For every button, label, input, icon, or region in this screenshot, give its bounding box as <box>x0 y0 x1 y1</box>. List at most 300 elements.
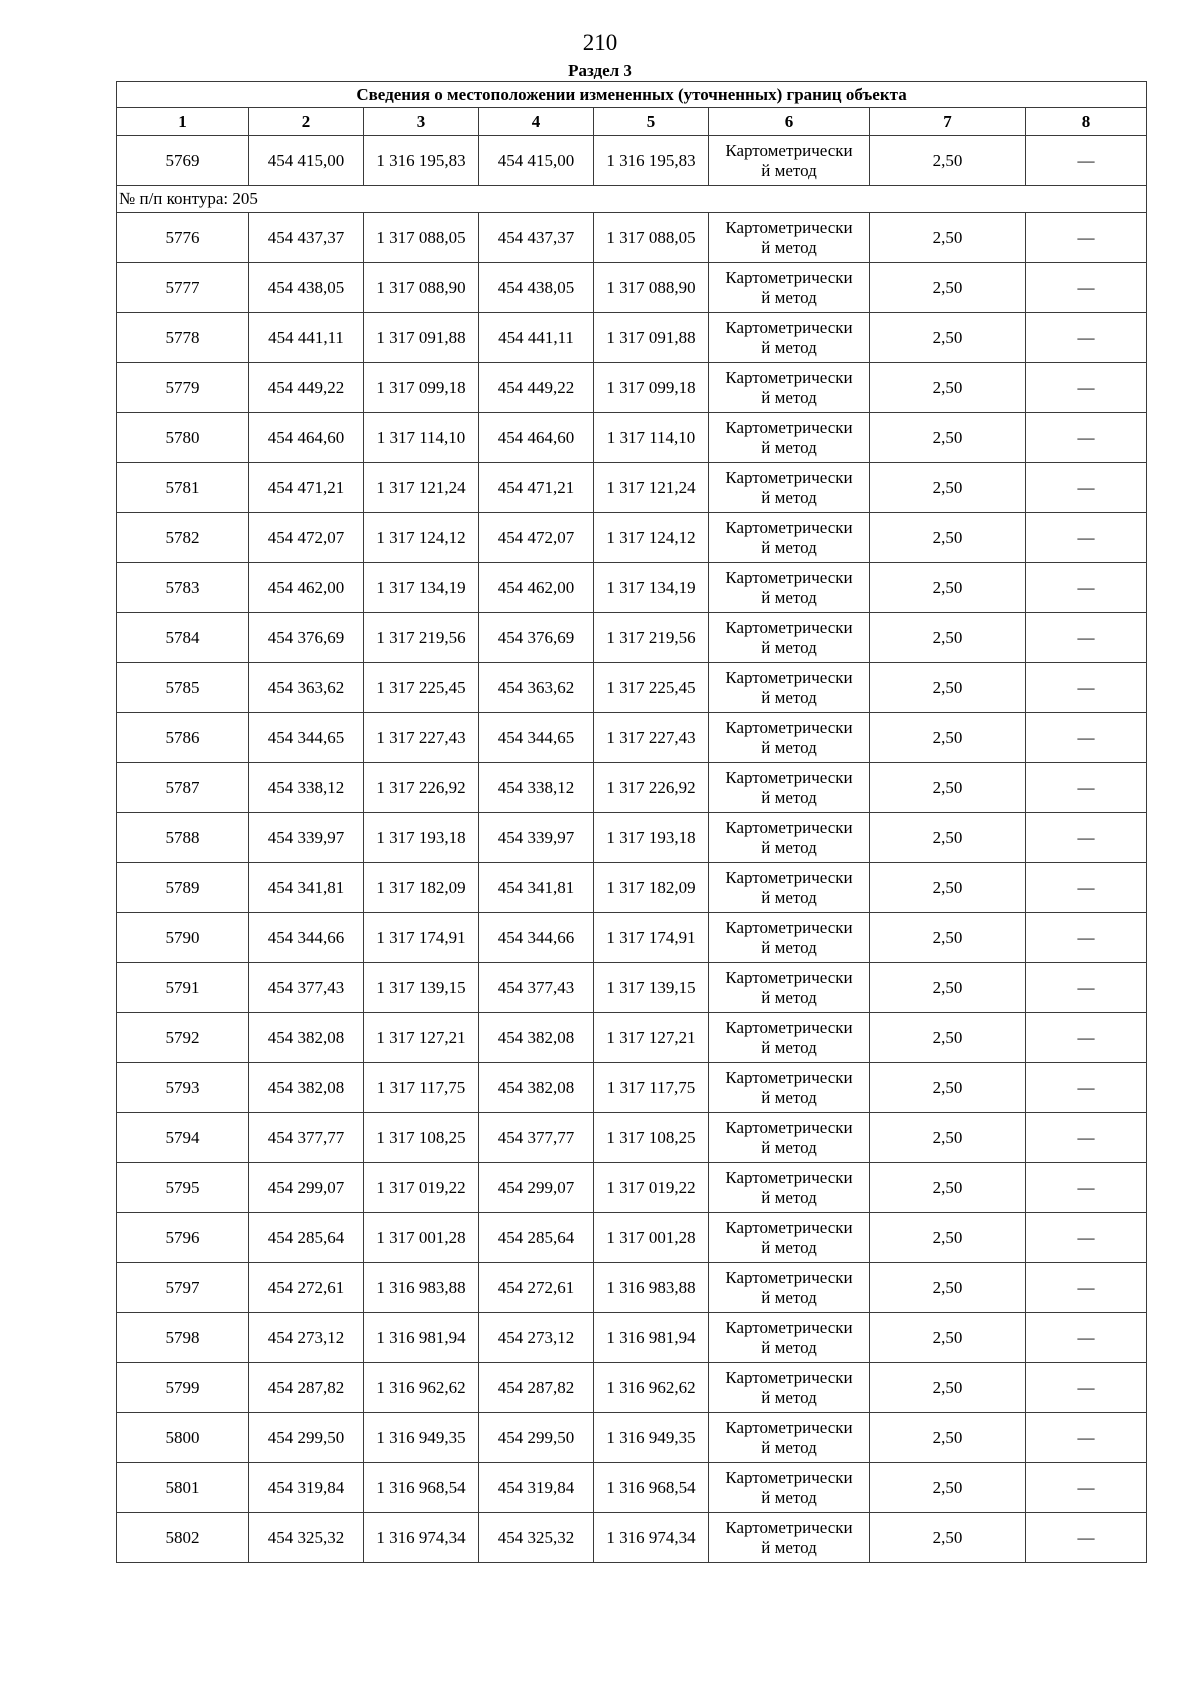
refined-y-cell: 1 317 174,91 <box>594 913 709 963</box>
refined-x-cell: 454 472,07 <box>479 513 594 563</box>
existing-x-cell: 454 272,61 <box>249 1263 364 1313</box>
existing-x-cell: 454 377,43 <box>249 963 364 1013</box>
method-text-line: Картометрически <box>725 867 853 887</box>
table-row <box>117 513 1147 563</box>
method-text-line: Картометрически <box>725 1167 853 1187</box>
column-8-cell: — <box>1026 263 1147 313</box>
method-text-line: й метод <box>761 337 817 357</box>
method-cell <box>709 1363 870 1413</box>
table-row <box>117 1513 1147 1563</box>
refined-y-cell: 1 317 091,88 <box>594 313 709 363</box>
existing-y-cell: 1 317 001,28 <box>364 1213 479 1263</box>
accuracy-cell: 2,50 <box>870 663 1026 713</box>
method-text-line: й метод <box>761 1487 817 1507</box>
table-row <box>117 913 1147 963</box>
table-row <box>117 763 1147 813</box>
column-8-cell: — <box>1026 213 1147 263</box>
existing-x-cell: 454 344,66 <box>249 913 364 963</box>
table-row <box>117 1213 1147 1263</box>
method-text-line: й метод <box>761 837 817 857</box>
point-number-cell: 5779 <box>117 363 249 413</box>
existing-y-cell: 1 317 108,25 <box>364 1113 479 1163</box>
method-text-line: Картометрически <box>725 1267 853 1287</box>
refined-y-cell: 1 317 088,05 <box>594 213 709 263</box>
method-text-line: й метод <box>761 937 817 957</box>
column-8-cell: — <box>1026 136 1147 186</box>
point-number-cell: 5789 <box>117 863 249 913</box>
existing-x-cell: 454 464,60 <box>249 413 364 463</box>
method-text-line: й метод <box>761 737 817 757</box>
method-text-line: Картометрически <box>725 567 853 587</box>
accuracy-cell: 2,50 <box>870 413 1026 463</box>
refined-y-cell: 1 317 114,10 <box>594 413 709 463</box>
accuracy-cell: 2,50 <box>870 1163 1026 1213</box>
contour-label: № п/п контура: 205 <box>117 186 1147 213</box>
table-row <box>117 313 1147 363</box>
existing-y-cell: 1 317 226,92 <box>364 763 479 813</box>
point-number-cell: 5798 <box>117 1313 249 1363</box>
accuracy-cell: 2,50 <box>870 1063 1026 1113</box>
column-8-cell: — <box>1026 813 1147 863</box>
accuracy-cell: 2,50 <box>870 263 1026 313</box>
refined-x-cell: 454 299,50 <box>479 1413 594 1463</box>
method-cell <box>709 513 870 563</box>
point-number-cell: 5793 <box>117 1063 249 1113</box>
existing-x-cell: 454 338,12 <box>249 763 364 813</box>
column-8-cell: — <box>1026 1013 1147 1063</box>
table-row <box>117 1363 1147 1413</box>
point-number-cell: 5778 <box>117 313 249 363</box>
accuracy-cell: 2,50 <box>870 1513 1026 1563</box>
method-text-line: й метод <box>761 387 817 407</box>
table-row <box>117 213 1147 263</box>
refined-y-cell: 1 316 968,54 <box>594 1463 709 1513</box>
accuracy-cell: 2,50 <box>870 813 1026 863</box>
refined-x-cell: 454 299,07 <box>479 1163 594 1213</box>
column-8-cell: — <box>1026 463 1147 513</box>
existing-y-cell: 1 316 974,34 <box>364 1513 479 1563</box>
refined-y-cell: 1 317 127,21 <box>594 1013 709 1063</box>
table-row <box>117 1163 1147 1213</box>
table-row <box>117 713 1147 763</box>
method-cell <box>709 563 870 613</box>
refined-x-cell: 454 344,65 <box>479 713 594 763</box>
method-text-line: Картометрически <box>725 917 853 937</box>
existing-x-cell: 454 376,69 <box>249 613 364 663</box>
existing-x-cell: 454 285,64 <box>249 1213 364 1263</box>
refined-x-cell: 454 382,08 <box>479 1063 594 1113</box>
point-number-cell: 5782 <box>117 513 249 563</box>
table-row <box>117 613 1147 663</box>
point-number-cell: 5799 <box>117 1363 249 1413</box>
point-number-cell: 5785 <box>117 663 249 713</box>
table-row <box>117 1413 1147 1463</box>
method-cell <box>709 363 870 413</box>
method-cell <box>709 663 870 713</box>
accuracy-cell: 2,50 <box>870 513 1026 563</box>
method-text-line: й метод <box>761 287 817 307</box>
refined-x-cell: 454 464,60 <box>479 413 594 463</box>
refined-y-cell: 1 317 182,09 <box>594 863 709 913</box>
table-row <box>117 413 1147 463</box>
existing-x-cell: 454 377,77 <box>249 1113 364 1163</box>
method-text-line: Картометрически <box>725 967 853 987</box>
accuracy-cell: 2,50 <box>870 563 1026 613</box>
column-8-cell: — <box>1026 413 1147 463</box>
point-number-cell: 5794 <box>117 1113 249 1163</box>
method-cell <box>709 913 870 963</box>
method-cell <box>709 1013 870 1063</box>
existing-y-cell: 1 317 227,43 <box>364 713 479 763</box>
refined-x-cell: 454 341,81 <box>479 863 594 913</box>
point-number-cell: 5788 <box>117 813 249 863</box>
method-text-line: й метод <box>761 1287 817 1307</box>
method-text-line: Картометрически <box>725 140 853 160</box>
column-number-header: 4 <box>479 108 594 136</box>
table-row <box>117 1063 1147 1113</box>
method-text-line: Картометрически <box>725 1017 853 1037</box>
refined-x-cell: 454 377,77 <box>479 1113 594 1163</box>
point-number-cell: 5796 <box>117 1213 249 1263</box>
method-cell <box>709 963 870 1013</box>
existing-x-cell: 454 472,07 <box>249 513 364 563</box>
existing-y-cell: 1 317 225,45 <box>364 663 479 713</box>
existing-x-cell: 454 441,11 <box>249 313 364 363</box>
method-text-line: Картометрически <box>725 1367 853 1387</box>
table-caption-row <box>117 82 1147 108</box>
existing-y-cell: 1 317 117,75 <box>364 1063 479 1113</box>
method-text-line: Картометрически <box>725 517 853 537</box>
accuracy-cell: 2,50 <box>870 1463 1026 1513</box>
method-text-line: Картометрически <box>725 267 853 287</box>
method-text-line: й метод <box>761 1037 817 1057</box>
method-text-line: Картометрически <box>725 1517 853 1537</box>
existing-x-cell: 454 363,62 <box>249 663 364 713</box>
method-text-line: й метод <box>761 887 817 907</box>
existing-y-cell: 1 316 962,62 <box>364 1363 479 1413</box>
existing-y-cell: 1 316 195,83 <box>364 136 479 186</box>
existing-x-cell: 454 462,00 <box>249 563 364 613</box>
point-number-cell: 5769 <box>117 136 249 186</box>
method-cell <box>709 1313 870 1363</box>
method-cell <box>709 413 870 463</box>
method-text-line: Картометрически <box>725 1317 853 1337</box>
table-row <box>117 1263 1147 1313</box>
method-cell <box>709 813 870 863</box>
accuracy-cell: 2,50 <box>870 1313 1026 1363</box>
refined-y-cell: 1 317 124,12 <box>594 513 709 563</box>
column-8-cell: — <box>1026 313 1147 363</box>
accuracy-cell: 2,50 <box>870 213 1026 263</box>
refined-x-cell: 454 338,12 <box>479 763 594 813</box>
existing-y-cell: 1 317 139,15 <box>364 963 479 1013</box>
refined-y-cell: 1 317 227,43 <box>594 713 709 763</box>
column-number-header: 1 <box>117 108 249 136</box>
existing-x-cell: 454 299,07 <box>249 1163 364 1213</box>
point-number-cell: 5802 <box>117 1513 249 1563</box>
method-cell <box>709 136 870 186</box>
method-text-line: й метод <box>761 487 817 507</box>
method-cell <box>709 713 870 763</box>
method-text-line: Картометрически <box>725 1067 853 1087</box>
point-number-cell: 5797 <box>117 1263 249 1313</box>
refined-y-cell: 1 316 195,83 <box>594 136 709 186</box>
point-number-cell: 5783 <box>117 563 249 613</box>
column-number-row <box>117 108 1147 136</box>
point-number-cell: 5790 <box>117 913 249 963</box>
column-number-header: 8 <box>1026 108 1147 136</box>
existing-x-cell: 454 341,81 <box>249 863 364 913</box>
column-8-cell: — <box>1026 863 1147 913</box>
method-text-line: й метод <box>761 1387 817 1407</box>
accuracy-cell: 2,50 <box>870 763 1026 813</box>
existing-x-cell: 454 471,21 <box>249 463 364 513</box>
method-cell <box>709 1463 870 1513</box>
method-cell <box>709 1163 870 1213</box>
table-row <box>117 863 1147 913</box>
existing-x-cell: 454 438,05 <box>249 263 364 313</box>
accuracy-cell: 2,50 <box>870 136 1026 186</box>
contour-separator-row <box>117 186 1147 213</box>
refined-x-cell: 454 344,66 <box>479 913 594 963</box>
section-title: Раздел 3 <box>568 61 632 80</box>
method-text-line: й метод <box>761 437 817 457</box>
method-text-line: Картометрически <box>725 767 853 787</box>
refined-y-cell: 1 316 983,88 <box>594 1263 709 1313</box>
existing-y-cell: 1 316 983,88 <box>364 1263 479 1313</box>
boundary-coordinates-table <box>116 81 1147 1563</box>
table-row <box>117 663 1147 713</box>
accuracy-cell: 2,50 <box>870 863 1026 913</box>
column-number-header: 2 <box>249 108 364 136</box>
accuracy-cell: 2,50 <box>870 713 1026 763</box>
existing-y-cell: 1 317 099,18 <box>364 363 479 413</box>
method-text-line: й метод <box>761 1437 817 1457</box>
point-number-cell: 5786 <box>117 713 249 763</box>
point-number-cell: 5787 <box>117 763 249 813</box>
table-row <box>117 463 1147 513</box>
existing-y-cell: 1 317 114,10 <box>364 413 479 463</box>
column-8-cell: — <box>1026 1113 1147 1163</box>
refined-x-cell: 454 339,97 <box>479 813 594 863</box>
method-text-line: й метод <box>761 160 817 180</box>
refined-x-cell: 454 363,62 <box>479 663 594 713</box>
method-text-line: Картометрически <box>725 467 853 487</box>
existing-y-cell: 1 317 193,18 <box>364 813 479 863</box>
method-text-line: Картометрически <box>725 417 853 437</box>
method-text-line: й метод <box>761 587 817 607</box>
column-8-cell: — <box>1026 1363 1147 1413</box>
existing-x-cell: 454 319,84 <box>249 1463 364 1513</box>
method-text-line: й метод <box>761 787 817 807</box>
method-cell <box>709 613 870 663</box>
column-8-cell: — <box>1026 963 1147 1013</box>
accuracy-cell: 2,50 <box>870 1363 1026 1413</box>
existing-y-cell: 1 317 219,56 <box>364 613 479 663</box>
method-cell <box>709 1263 870 1313</box>
method-text-line: й метод <box>761 687 817 707</box>
refined-x-cell: 454 449,22 <box>479 363 594 413</box>
table-row <box>117 813 1147 863</box>
column-8-cell: — <box>1026 1513 1147 1563</box>
point-number-cell: 5777 <box>117 263 249 313</box>
point-number-cell: 5801 <box>117 1463 249 1513</box>
refined-x-cell: 454 382,08 <box>479 1013 594 1063</box>
point-number-cell: 5784 <box>117 613 249 663</box>
table-row <box>117 1313 1147 1363</box>
column-number-header: 6 <box>709 108 870 136</box>
refined-x-cell: 454 376,69 <box>479 613 594 663</box>
column-8-cell: — <box>1026 1413 1147 1463</box>
accuracy-cell: 2,50 <box>870 613 1026 663</box>
method-text-line: Картометрически <box>725 317 853 337</box>
method-cell <box>709 863 870 913</box>
method-text-line: й метод <box>761 1237 817 1257</box>
existing-y-cell: 1 317 134,19 <box>364 563 479 613</box>
existing-x-cell: 454 339,97 <box>249 813 364 863</box>
column-number-header: 7 <box>870 108 1026 136</box>
method-text-line: й метод <box>761 637 817 657</box>
accuracy-cell: 2,50 <box>870 1013 1026 1063</box>
method-text-line: й метод <box>761 1337 817 1357</box>
refined-y-cell: 1 316 962,62 <box>594 1363 709 1413</box>
method-text-line: Картометрически <box>725 717 853 737</box>
method-text-line: й метод <box>761 1137 817 1157</box>
table-row <box>117 563 1147 613</box>
existing-x-cell: 454 437,37 <box>249 213 364 263</box>
method-text-line: й метод <box>761 1087 817 1107</box>
refined-y-cell: 1 317 225,45 <box>594 663 709 713</box>
accuracy-cell: 2,50 <box>870 1263 1026 1313</box>
table-body <box>117 82 1147 1563</box>
method-cell <box>709 1413 870 1463</box>
column-8-cell: — <box>1026 363 1147 413</box>
point-number-cell: 5776 <box>117 213 249 263</box>
table-row <box>117 136 1147 186</box>
existing-y-cell: 1 317 127,21 <box>364 1013 479 1063</box>
refined-y-cell: 1 317 139,15 <box>594 963 709 1013</box>
refined-y-cell: 1 317 099,18 <box>594 363 709 413</box>
method-text-line: Картометрически <box>725 617 853 637</box>
accuracy-cell: 2,50 <box>870 1113 1026 1163</box>
existing-y-cell: 1 317 088,05 <box>364 213 479 263</box>
column-8-cell: — <box>1026 1463 1147 1513</box>
existing-y-cell: 1 316 968,54 <box>364 1463 479 1513</box>
method-text-line: й метод <box>761 987 817 1007</box>
method-text-line: Картометрически <box>725 1467 853 1487</box>
accuracy-cell: 2,50 <box>870 313 1026 363</box>
column-8-cell: — <box>1026 1213 1147 1263</box>
existing-y-cell: 1 316 949,35 <box>364 1413 479 1463</box>
point-number-cell: 5795 <box>117 1163 249 1213</box>
method-cell <box>709 763 870 813</box>
refined-x-cell: 454 272,61 <box>479 1263 594 1313</box>
method-text-line: Картометрически <box>725 1217 853 1237</box>
point-number-cell: 5780 <box>117 413 249 463</box>
method-cell <box>709 213 870 263</box>
refined-x-cell: 454 287,82 <box>479 1363 594 1413</box>
existing-y-cell: 1 317 019,22 <box>364 1163 479 1213</box>
refined-y-cell: 1 317 219,56 <box>594 613 709 663</box>
table-row <box>117 363 1147 413</box>
refined-x-cell: 454 273,12 <box>479 1313 594 1363</box>
column-8-cell: — <box>1026 1263 1147 1313</box>
accuracy-cell: 2,50 <box>870 1213 1026 1263</box>
point-number-cell: 5800 <box>117 1413 249 1463</box>
column-8-cell: — <box>1026 513 1147 563</box>
existing-x-cell: 454 382,08 <box>249 1013 364 1063</box>
method-cell <box>709 313 870 363</box>
existing-x-cell: 454 344,65 <box>249 713 364 763</box>
refined-y-cell: 1 317 088,90 <box>594 263 709 313</box>
existing-x-cell: 454 449,22 <box>249 363 364 413</box>
refined-y-cell: 1 317 121,24 <box>594 463 709 513</box>
point-number-cell: 5791 <box>117 963 249 1013</box>
existing-y-cell: 1 317 088,90 <box>364 263 479 313</box>
point-number-cell: 5781 <box>117 463 249 513</box>
method-text-line: Картометрически <box>725 1117 853 1137</box>
method-cell <box>709 463 870 513</box>
refined-x-cell: 454 377,43 <box>479 963 594 1013</box>
existing-y-cell: 1 317 182,09 <box>364 863 479 913</box>
refined-x-cell: 454 319,84 <box>479 1463 594 1513</box>
refined-y-cell: 1 317 226,92 <box>594 763 709 813</box>
accuracy-cell: 2,50 <box>870 363 1026 413</box>
column-8-cell: — <box>1026 1063 1147 1113</box>
refined-y-cell: 1 317 193,18 <box>594 813 709 863</box>
column-8-cell: — <box>1026 1313 1147 1363</box>
existing-y-cell: 1 317 174,91 <box>364 913 479 963</box>
refined-y-cell: 1 316 981,94 <box>594 1313 709 1363</box>
column-8-cell: — <box>1026 1163 1147 1213</box>
point-number-cell: 5792 <box>117 1013 249 1063</box>
refined-y-cell: 1 316 974,34 <box>594 1513 709 1563</box>
method-text-line: й метод <box>761 537 817 557</box>
refined-x-cell: 454 441,11 <box>479 313 594 363</box>
table-row <box>117 1013 1147 1063</box>
method-text-line: Картометрически <box>725 667 853 687</box>
column-number-header: 5 <box>594 108 709 136</box>
existing-x-cell: 454 299,50 <box>249 1413 364 1463</box>
refined-y-cell: 1 317 117,75 <box>594 1063 709 1113</box>
column-8-cell: — <box>1026 613 1147 663</box>
existing-y-cell: 1 317 121,24 <box>364 463 479 513</box>
method-cell <box>709 263 870 313</box>
table-row <box>117 1463 1147 1513</box>
existing-y-cell: 1 316 981,94 <box>364 1313 479 1363</box>
existing-x-cell: 454 325,32 <box>249 1513 364 1563</box>
method-text-line: Картометрически <box>725 817 853 837</box>
method-text-line: Картометрически <box>725 367 853 387</box>
refined-x-cell: 454 285,64 <box>479 1213 594 1263</box>
method-text-line: й метод <box>761 237 817 257</box>
existing-y-cell: 1 317 091,88 <box>364 313 479 363</box>
method-text-line: й метод <box>761 1187 817 1207</box>
page-number: 210 <box>582 30 618 55</box>
refined-y-cell: 1 316 949,35 <box>594 1413 709 1463</box>
column-8-cell: — <box>1026 763 1147 813</box>
refined-x-cell: 454 438,05 <box>479 263 594 313</box>
refined-y-cell: 1 317 108,25 <box>594 1113 709 1163</box>
refined-x-cell: 454 415,00 <box>479 136 594 186</box>
refined-x-cell: 454 437,37 <box>479 213 594 263</box>
table-row <box>117 263 1147 313</box>
existing-x-cell: 454 415,00 <box>249 136 364 186</box>
accuracy-cell: 2,50 <box>870 913 1026 963</box>
refined-y-cell: 1 317 134,19 <box>594 563 709 613</box>
refined-x-cell: 454 325,32 <box>479 1513 594 1563</box>
method-cell <box>709 1063 870 1113</box>
